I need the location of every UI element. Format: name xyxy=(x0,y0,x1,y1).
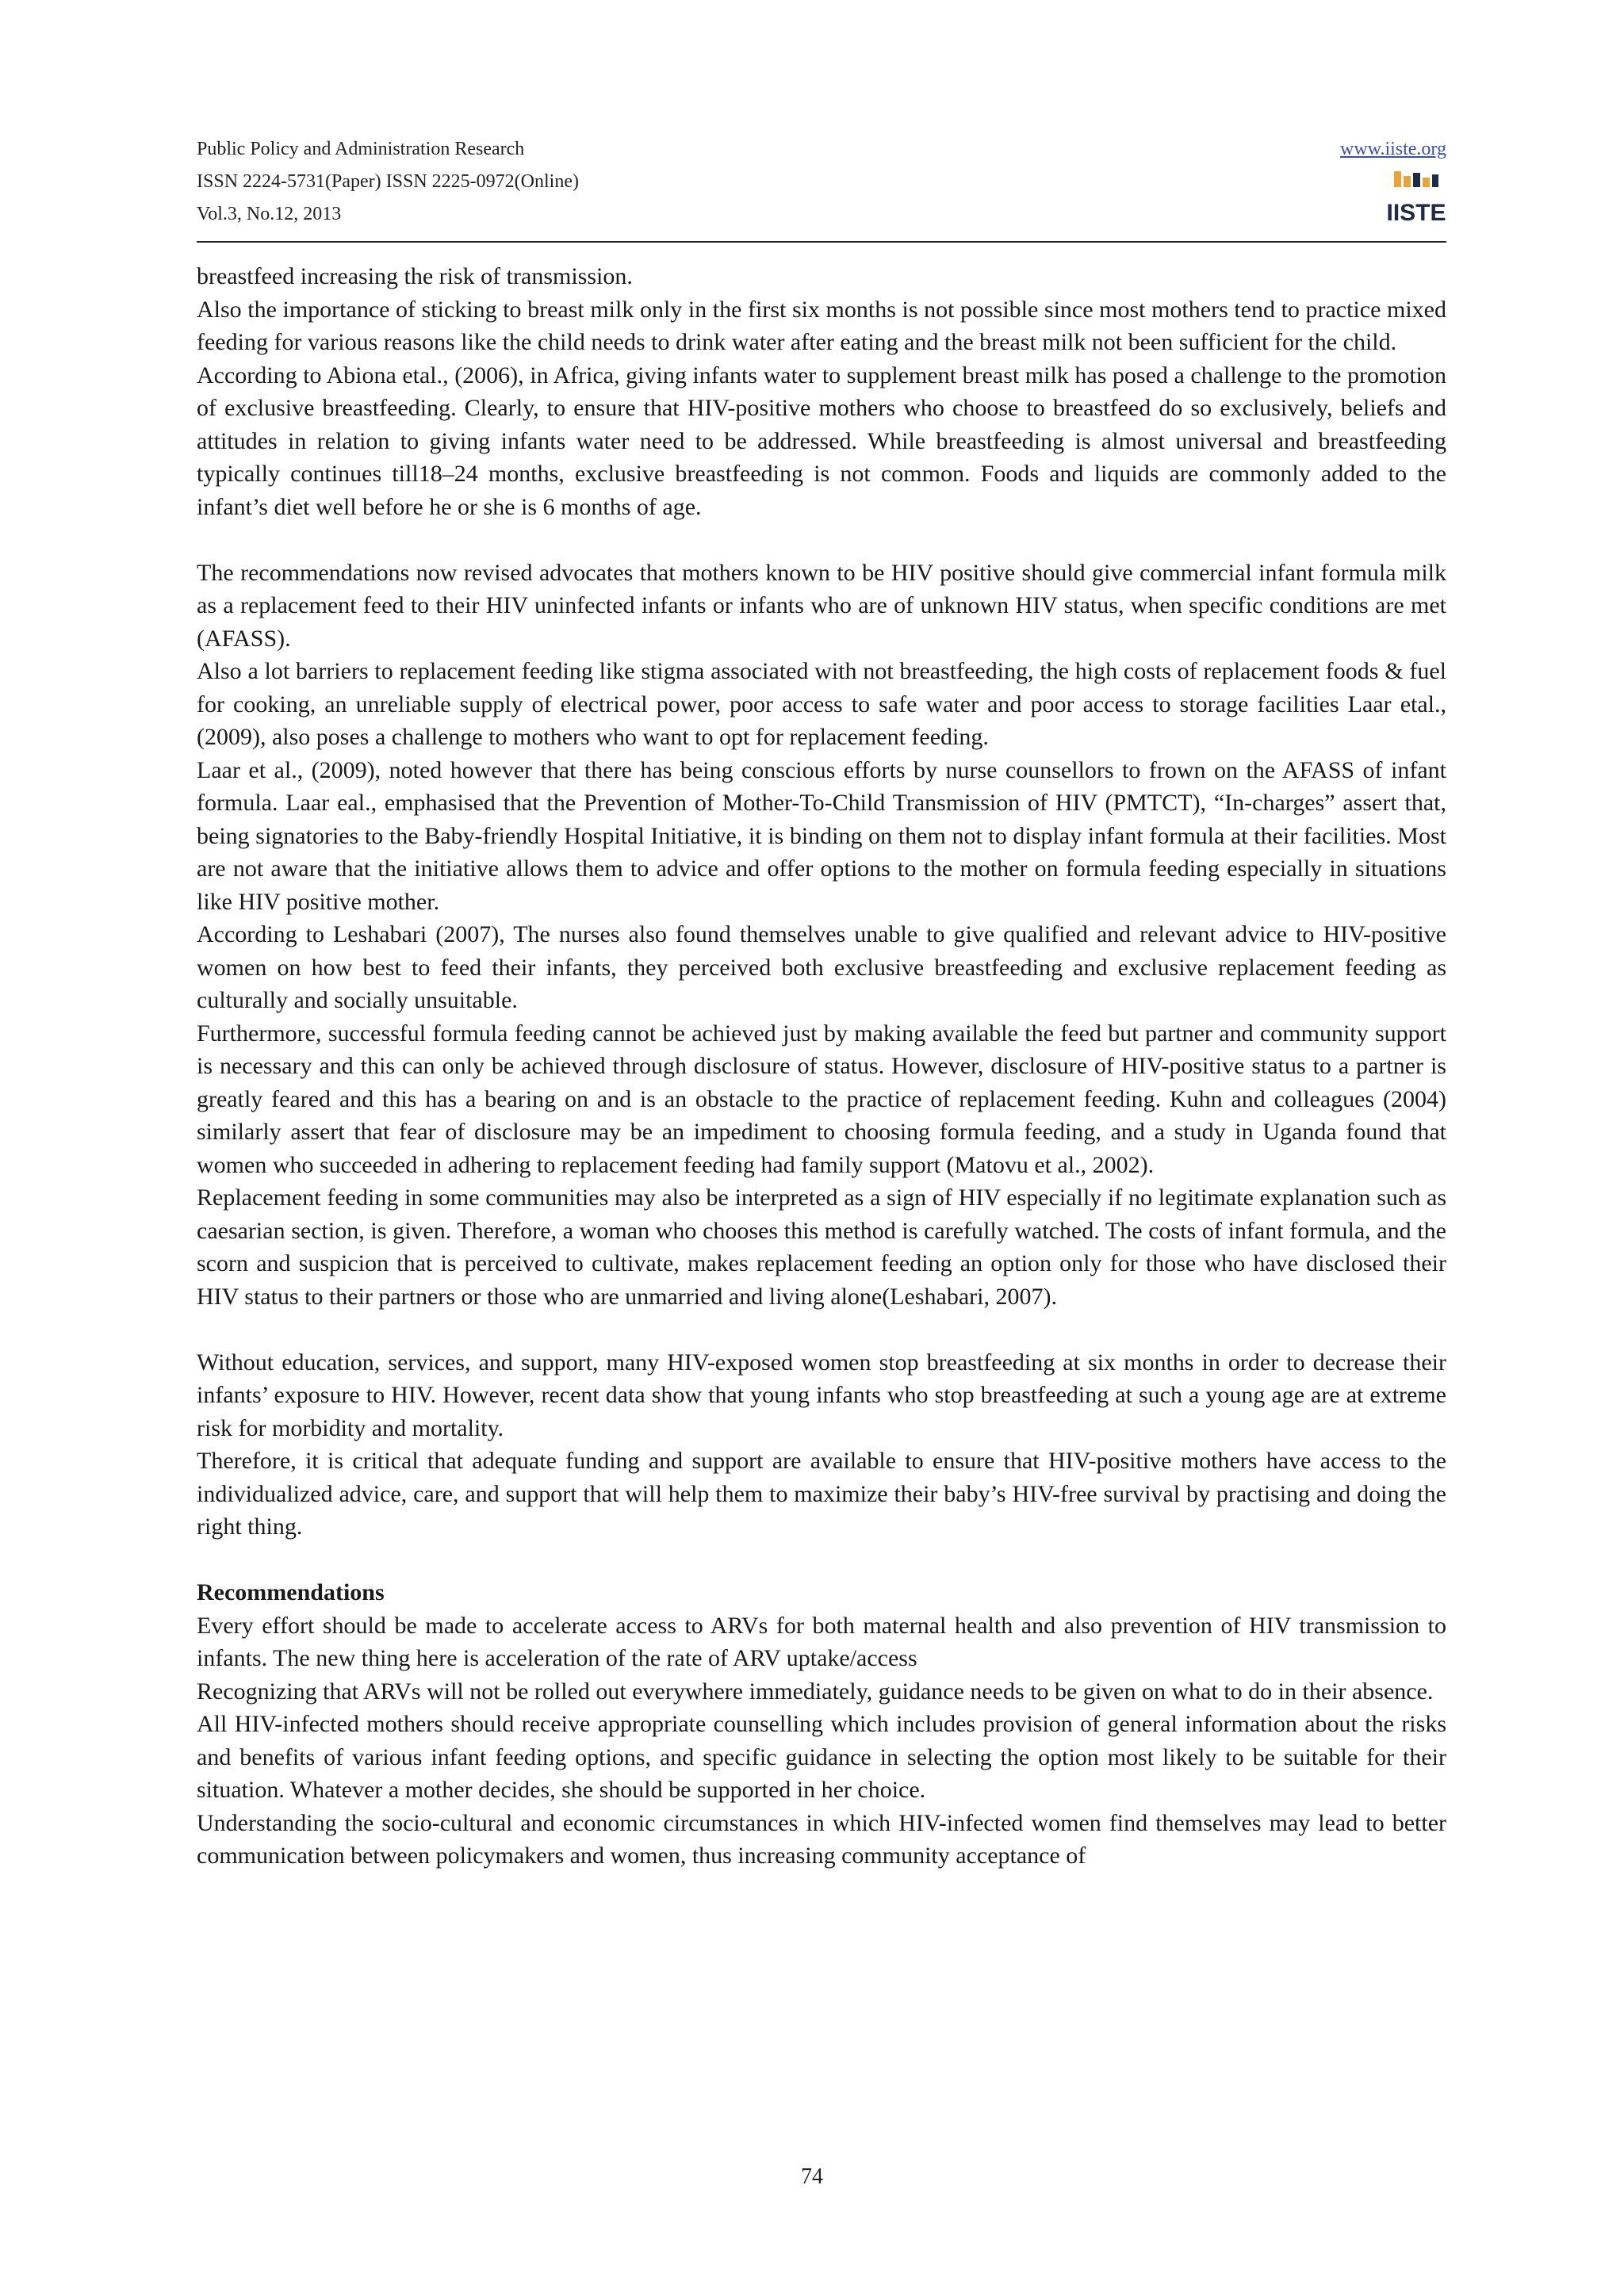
paragraph: Without education, services, and support, many HIV-exposed women stop breastfeeding at six months in order to decrease their infants’ exposure to HIV. However, recent data show that young infants who stop breastfeeding at such a young age are at extreme risk for morbidity and mortality. xyxy=(197,1349,1446,1441)
journal-info xyxy=(197,133,579,231)
paragraph: Furthermore, successful formula feeding cannot be achieved just by making available the feed but partner and community support is necessary and this can only be achieved through disclosure of status. However, disclosure of HIV-positive status to a partner is greatly feared and this has a bearing on and is an obstacle to the practice of replacement feeding. Kuhn and colleagues (2004) similarly assert that fear of disclosure may be an impediment to choosing formula feeding, and a study in Uganda found that women who succeeded in adhering to replacement feeding had family support (Matovu et al., 2002). xyxy=(197,1020,1446,1178)
article-body xyxy=(197,260,1446,1873)
logo-text: IISTE xyxy=(1386,200,1446,226)
page-header xyxy=(197,133,1446,241)
journal-volume: Vol.3, No.12, 2013 xyxy=(197,204,342,224)
paragraph: Also a lot barriers to replacement feeding like stigma associated with not breastfeeding, the high costs of replacement foods & fuel for cooking, an unreliable supply of electrical power, poor access to safe water and poor access to storage facilities Laar etal., (2009), also poses a challenge to mothers who want to opt for replacement feeding. xyxy=(197,658,1446,750)
paragraph: According to Leshabari (2007), The nurses also found themselves unable to give qualified and relevant advice to HIV-positive women on how best to feed their infants, they perceived both exclusive breastfeeding and exclusive replacement feeding as culturally and socially unsuitable. xyxy=(197,921,1446,1013)
journal-title: Public Policy and Administration Research xyxy=(197,139,525,159)
page-number: 74 xyxy=(801,2164,823,2189)
paragraph-gap xyxy=(197,1544,1446,1577)
paragraph: Recognizing that ARVs will not be rolled out everywhere immediately, guidance needs to be given on what to do in their absence. xyxy=(197,1678,1434,1705)
paragraph-gap xyxy=(197,523,1446,557)
website-link[interactable]: www.iiste.org xyxy=(1340,139,1446,159)
header-divider xyxy=(197,241,1446,243)
paragraph: breastfeed increasing the risk of transmission. xyxy=(197,263,633,289)
paragraph: Every effort should be made to accelerate access to ARVs for both maternal health and also prevention of HIV transmission to infants. The new thing here is acceleration of the rate of ARV uptake/access xyxy=(197,1612,1446,1671)
paragraph-gap xyxy=(197,1313,1446,1346)
paragraph: Understanding the socio-cultural and economic circumstances in which HIV-infected women find themselves may lead to better communication between policymakers and women, thus increasing community acceptance of xyxy=(197,1809,1446,1869)
paragraph: Therefore, it is critical that adequate funding and support are available to ensure that HIV-positive mothers have access to the individualized advice, care, and support that will help them to maximize their baby’s HIV-free survival by practising and doing the right thing. xyxy=(197,1448,1446,1540)
paragraph: The recommendations now revised advocates that mothers known to be HIV positive should give commercial infant formula milk as a replacement feed to their HIV uninfected infants or infants who are of unknown HIV status, when specific conditions are met (AFASS). xyxy=(197,559,1446,652)
paragraph: Also the importance of sticking to breast milk only in the first six months is not possible since most mothers tend to practice mixed feeding for various reasons like the child needs to drink water after eating and the breast milk not been sufficient for the child. xyxy=(197,296,1446,355)
section-heading: Recommendations xyxy=(197,1579,385,1605)
paragraph: All HIV-infected mothers should receive appropriate counselling which includes provision of general information about the risks and benefits of various infant feeding options, and specific guidance in selecting the option most likely to be suitable for their situation. Whatever a mother decides, she should be supported in her choice. xyxy=(197,1711,1446,1803)
paragraph: Replacement feeding in some communities may also be interpreted as a sign of HIV especially if no legitimate explanation such as caesarian section, is given. Therefore, a woman who chooses this method is carefully watched. The costs of infant formula, and the scorn and suspicion that is perceived to cultivate, makes replacement feeding an option only for those who have disclosed their HIV status to their partners or those who are unmarried and living alone(Leshabari, 2007). xyxy=(197,1184,1446,1310)
journal-issn: ISSN 2224-5731(Paper) ISSN 2225-0972(Online) xyxy=(197,171,579,192)
paragraph: Laar et al., (2009), noted however that there has being conscious efforts by nurse counsellors to frown on the AFASS of infant formula. Laar eal., emphasised that the Prevention of Mother-To-Child Transmission of HIV (PMTCT), “In-charges” assert that, being signatories to the Baby-friendly Hospital Initiative, it is binding on them not to display infant formula at their facilities. Most are not aware that the initiative allows them to advice and offer options to the mother on formula feeding especially in situations like HIV positive mother. xyxy=(197,756,1446,915)
iiste-logo xyxy=(1386,170,1446,227)
paragraph: According to Abiona etal., (2006), in Africa, giving infants water to supplement breast milk has posed a challenge to the promotion of exclusive breastfeeding. Clearly, to ensure that HIV-positive mothers who choose to breastfeed do so exclusively, beliefs and attitudes in relation to giving infants water need to be addressed. While breastfeeding is almost universal and breastfeeding typically continues till18–24 months, exclusive breastfeeding is not common. Foods and liquids are commonly added to the infant’s diet well before he or she is 6 months of age. xyxy=(197,362,1446,520)
